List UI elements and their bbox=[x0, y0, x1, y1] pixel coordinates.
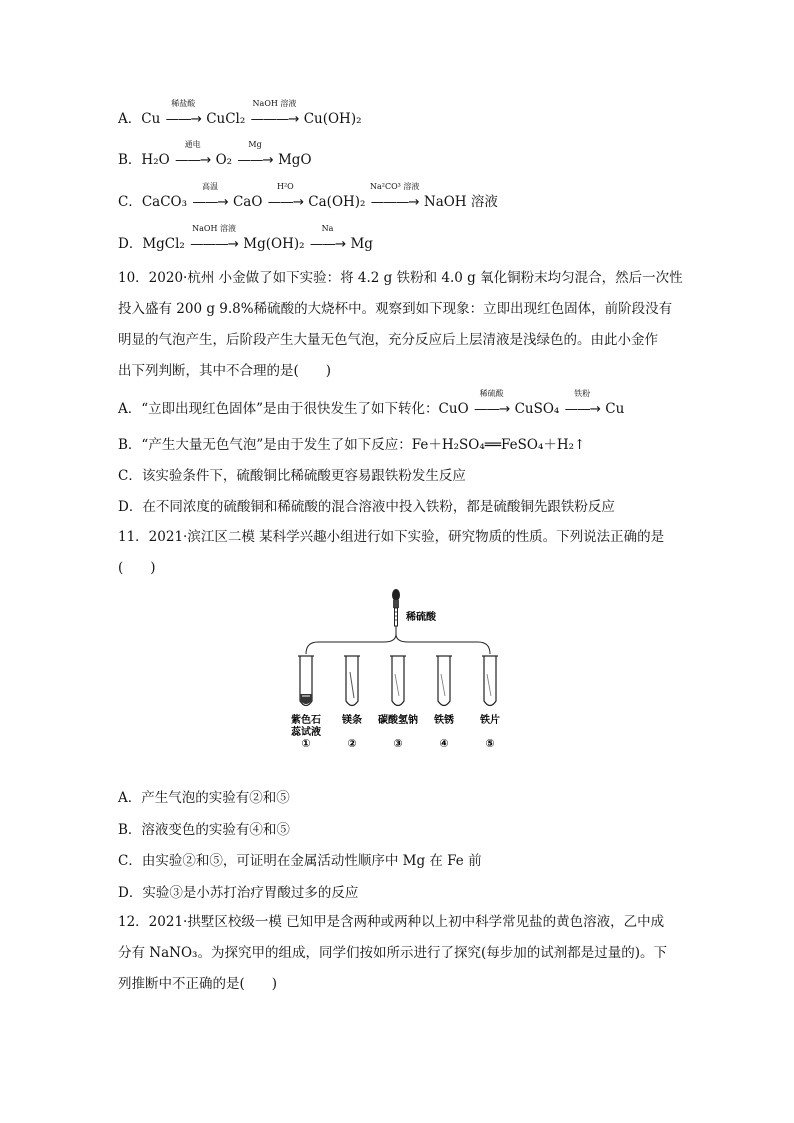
reaction-arrow: 通电 ——→ bbox=[174, 140, 211, 168]
q9-c-end: NaOH 溶液 bbox=[423, 194, 498, 210]
reaction-arrow: Na ——→ bbox=[309, 224, 346, 252]
test-tube-5 bbox=[482, 656, 498, 706]
test-tube-3 bbox=[390, 656, 406, 706]
q10-stem-line: 10．2020·杭州 小金做了如下实验：将 4.2 g 铁粉和 4.0 g 氧化铜粉末均匀混合，然后一次性 bbox=[118, 270, 683, 286]
tube-3-number: ③ bbox=[393, 737, 403, 750]
q9-b-end: MgO bbox=[277, 152, 312, 168]
q11-option-a: A．产生气泡的实验有②和⑤ bbox=[118, 790, 290, 806]
bracket bbox=[306, 634, 490, 654]
q9-d-end: Mg bbox=[350, 236, 373, 252]
q9-c-mid: CaO bbox=[232, 194, 263, 210]
reaction-arrow: H²O ——→ bbox=[267, 182, 303, 210]
reaction-arrow: NaOH 溶液 ———→ bbox=[190, 224, 238, 252]
q10-stem-line: 投入盛有 200 g 9.8%稀硫酸的大烧杯中。观察到如下现象：立即出现红色固体，前阶段没有 bbox=[118, 301, 673, 317]
reaction-arrow: 稀盐酸 ——→ bbox=[165, 99, 201, 127]
tube-5-label: 铁片 bbox=[480, 715, 500, 726]
tube-5-number: ⑤ bbox=[485, 737, 495, 750]
reaction-arrow: 高温 ——→ bbox=[192, 182, 228, 210]
q9-a-prefix: A．Cu bbox=[118, 111, 161, 127]
q11-stem bbox=[118, 522, 678, 584]
arrow-condition: 铁粉 bbox=[574, 389, 591, 398]
q10-stem-line: 出下列判断，其中不合理的是( ) bbox=[118, 363, 332, 379]
arrow-condition: Mg bbox=[248, 140, 262, 149]
q11-option-b: B．溶液变色的实验有④和⑤ bbox=[118, 822, 290, 838]
q9-b-mid: O₂ bbox=[215, 152, 233, 168]
q10-option-d: D．在不同浓度的硫酸铜和稀硫酸的混合溶液中投入铁粉，都是硫酸铜先跟铁粉反应 bbox=[118, 499, 615, 515]
q12-stem-line: 分有 NaNO₃。为探究甲的组成，同学们按如所示进行了探究(每步加的试剂都是过量的)。下 bbox=[118, 945, 667, 961]
reaction-arrow: Mg ——→ bbox=[237, 140, 273, 168]
arrow-condition: NaOH 溶液 bbox=[192, 224, 236, 233]
arrow-condition: NaOH 溶液 bbox=[252, 99, 297, 108]
test-tube-4 bbox=[436, 656, 452, 706]
q11-option-d: D．实验③是小苏打治疗胃酸过多的反应 bbox=[118, 885, 359, 901]
q9-b-prefix: B．H₂O bbox=[118, 152, 170, 168]
arrow-condition: Na bbox=[321, 224, 334, 233]
q9-a-end: Cu(OH)₂ bbox=[303, 111, 362, 127]
q10-a-text: A．“立即出现红色固体”是由于很快发生了如下转化：CuO bbox=[118, 401, 469, 417]
q9-c-mid2: Ca(OH)₂ bbox=[308, 194, 366, 210]
reaction-arrow: NaOH 溶液 ———→ bbox=[250, 99, 299, 127]
reaction-arrow: 稀硫酸 ——→ bbox=[473, 389, 510, 417]
tube-2-label: 镁条 bbox=[342, 715, 362, 726]
q9-option-d bbox=[118, 224, 373, 253]
test-tube-2 bbox=[344, 656, 360, 706]
q9-a-mid: CuCl₂ bbox=[206, 111, 246, 127]
arrow-condition: 稀盐酸 bbox=[171, 99, 196, 108]
q10-stem bbox=[118, 263, 683, 387]
arrow-condition: Na²CO³ 溶液 bbox=[369, 182, 420, 191]
reaction-arrow: 铁粉 ——→ bbox=[564, 389, 600, 417]
q9-option-b bbox=[118, 140, 312, 169]
q9-d-mid: Mg(OH)₂ bbox=[243, 236, 305, 252]
dropper-icon bbox=[392, 589, 400, 634]
reaction-arrow: Na²CO³ 溶液 ———→ bbox=[369, 182, 420, 210]
arrow-condition: H²O bbox=[276, 182, 294, 191]
dropper-label: 稀硫酸 bbox=[406, 612, 436, 623]
arrow-condition: 稀硫酸 bbox=[479, 389, 504, 398]
q12-stem bbox=[118, 907, 678, 1000]
arrow-condition: 通电 bbox=[184, 140, 201, 149]
tube-4-label: 铁锈 bbox=[434, 715, 454, 726]
arrow-condition: 高温 bbox=[201, 182, 218, 191]
q10-a-mid: CuSO₄ bbox=[514, 401, 560, 417]
tube-1-label-line2: 蕊试液 bbox=[291, 727, 321, 738]
q10-option-a bbox=[118, 389, 625, 418]
tube-3-label: 碳酸氢钠 bbox=[378, 715, 418, 726]
test-tube-figure bbox=[276, 586, 516, 756]
q10-option-c: C．该实验条件下，硫酸铜比稀硫酸更容易跟铁粉发生反应 bbox=[118, 468, 466, 484]
q9-d-prefix: D．MgCl₂ bbox=[118, 236, 185, 252]
q9-c-prefix: C．CaCO₃ bbox=[118, 194, 188, 210]
q10-a-end: Cu bbox=[605, 401, 625, 417]
q11-option-c: C．由实验②和⑤，可证明在金属活动性顺序中 Mg 在 Fe 前 bbox=[118, 853, 482, 869]
test-tube-1 bbox=[298, 656, 314, 706]
q9-option-c bbox=[118, 182, 498, 211]
q10-stem-line: 明显的气泡产生，后阶段产生大量无色气泡，充分反应后上层清液是浅绿色的。由此小金作 bbox=[118, 332, 658, 348]
q11-stem-line: 11．2021·滨江区二模 某科学兴趣小组进行如下实验，研究物质的性质。下列说法正确的是 bbox=[118, 529, 665, 545]
tube-1-label: 紫色石 bbox=[291, 715, 321, 726]
q9-option-a bbox=[118, 99, 362, 128]
tube-2-number: ② bbox=[347, 737, 357, 750]
tube-1-number: ① bbox=[301, 737, 311, 750]
q12-stem-line: 12．2021·拱墅区校级一模 已知甲是含两种或两种以上初中科学常见盐的黄色溶液，乙中成 bbox=[118, 914, 665, 930]
q10-option-b: B．“产生大量无色气泡”是由于发生了如下反应：Fe＋H₂SO₄══FeSO₄＋H₂↑ bbox=[118, 437, 586, 453]
q11-stem-line: ( ) bbox=[118, 560, 156, 576]
q12-stem-line: 列推断中不正确的是( ) bbox=[118, 976, 278, 992]
tube-4-number: ④ bbox=[439, 737, 449, 750]
